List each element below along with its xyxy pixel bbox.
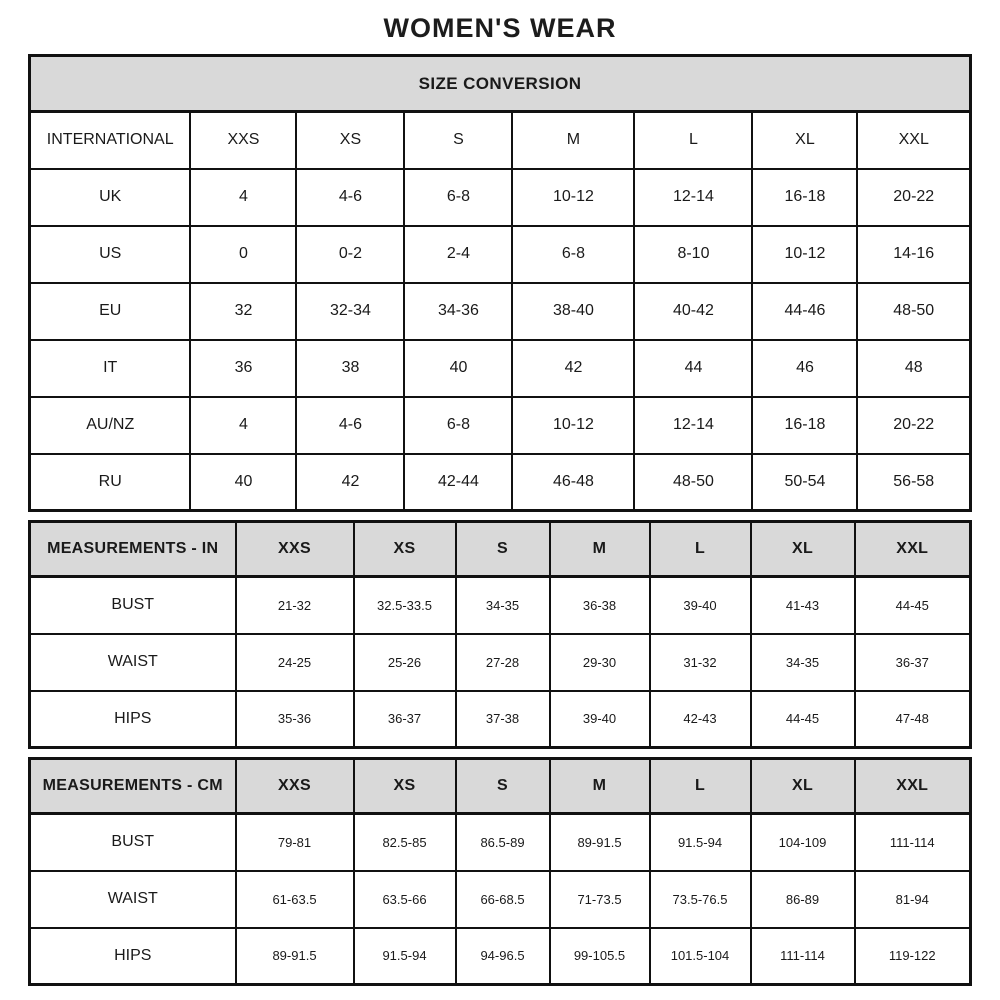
size-cell: L xyxy=(634,112,752,169)
measurement-cell: 71-73.5 xyxy=(550,871,650,928)
measurement-cell: 44-45 xyxy=(855,577,971,634)
table-row xyxy=(29,340,970,397)
size-cell: 10-12 xyxy=(752,226,857,283)
size-cell: 4-6 xyxy=(296,397,404,454)
size-cell: 50-54 xyxy=(752,454,857,511)
size-cell: 12-14 xyxy=(634,169,752,226)
size-cell: 6-8 xyxy=(404,397,512,454)
measurement-cell: 101.5-104 xyxy=(650,928,751,985)
size-cell: XS xyxy=(296,112,404,169)
size-conversion-title: SIZE CONVERSION xyxy=(29,56,970,112)
measurement-cell: 94-96.5 xyxy=(456,928,550,985)
row-label-hips: HIPS xyxy=(30,691,236,748)
page-title: WOMEN'S WEAR xyxy=(383,13,617,43)
measurement-cell: 41-43 xyxy=(751,577,855,634)
size-cell: S xyxy=(404,112,512,169)
measurement-cell: 31-32 xyxy=(650,634,751,691)
size-cell: XXS xyxy=(190,112,296,169)
measurement-cell: 47-48 xyxy=(855,691,971,748)
measurement-cell: 86.5-89 xyxy=(456,814,550,871)
col-header-xxl: XXL xyxy=(855,759,971,814)
size-cell: 46-48 xyxy=(512,454,634,511)
table-row xyxy=(30,871,971,928)
col-header-m: M xyxy=(550,759,650,814)
row-label-it: IT xyxy=(29,340,190,397)
measurement-cell: 34-35 xyxy=(456,577,550,634)
size-cell: 42 xyxy=(512,340,634,397)
table-row xyxy=(30,928,971,985)
row-label-bust: BUST xyxy=(30,814,236,871)
col-header-s: S xyxy=(456,759,550,814)
row-label-aunz: AU/NZ xyxy=(29,397,190,454)
size-cell: M xyxy=(512,112,634,169)
measurements-cm-title: MEASUREMENTS - CM xyxy=(30,759,236,814)
size-cell: 12-14 xyxy=(634,397,752,454)
measurement-cell: 36-37 xyxy=(354,691,456,748)
measurement-cell: 39-40 xyxy=(550,691,650,748)
row-label-bust: BUST xyxy=(30,577,236,634)
size-cell: 8-10 xyxy=(634,226,752,283)
row-label-eu: EU xyxy=(29,283,190,340)
measurement-cell: 29-30 xyxy=(550,634,650,691)
col-header-s: S xyxy=(456,522,550,577)
row-label-waist: WAIST xyxy=(30,634,236,691)
size-cell: XXL xyxy=(857,112,970,169)
measurement-cell: 34-35 xyxy=(751,634,855,691)
measurement-cell: 63.5-66 xyxy=(354,871,456,928)
size-cell: 40 xyxy=(404,340,512,397)
col-header-l: L xyxy=(650,759,751,814)
size-cell: 46 xyxy=(752,340,857,397)
size-cell: 4-6 xyxy=(296,169,404,226)
col-header-xs: XS xyxy=(354,522,456,577)
table-row xyxy=(30,814,971,871)
measurement-cell: 104-109 xyxy=(751,814,855,871)
size-cell: 14-16 xyxy=(857,226,970,283)
measurement-cell: 89-91.5 xyxy=(550,814,650,871)
table-row xyxy=(29,169,970,226)
table-row xyxy=(29,226,970,283)
row-label-hips: HIPS xyxy=(30,928,236,985)
size-conversion-table xyxy=(28,54,972,512)
size-cell: 40 xyxy=(190,454,296,511)
col-header-xl: XL xyxy=(751,759,855,814)
size-cell: 36 xyxy=(190,340,296,397)
size-cell: 44 xyxy=(634,340,752,397)
size-cell: 6-8 xyxy=(404,169,512,226)
size-cell: 34-36 xyxy=(404,283,512,340)
size-cell: XL xyxy=(752,112,857,169)
row-label-waist: WAIST xyxy=(30,871,236,928)
col-header-xxl: XXL xyxy=(855,522,971,577)
table-row xyxy=(29,283,970,340)
measurement-cell: 39-40 xyxy=(650,577,751,634)
measurement-cell: 27-28 xyxy=(456,634,550,691)
measurement-cell: 36-37 xyxy=(855,634,971,691)
measurement-cell: 73.5-76.5 xyxy=(650,871,751,928)
col-header-l: L xyxy=(650,522,751,577)
size-cell: 38-40 xyxy=(512,283,634,340)
measurement-cell: 21-32 xyxy=(236,577,354,634)
row-label-us: US xyxy=(29,226,190,283)
measurement-cell: 37-38 xyxy=(456,691,550,748)
size-cell: 16-18 xyxy=(752,169,857,226)
measurements-in-title: MEASUREMENTS - IN xyxy=(30,522,236,577)
size-cell: 56-58 xyxy=(857,454,970,511)
col-header-xxs: XXS xyxy=(236,522,354,577)
table-row xyxy=(30,577,971,634)
table-row xyxy=(29,454,970,511)
measurements-cm-header-row xyxy=(30,759,971,814)
measurement-cell: 24-25 xyxy=(236,634,354,691)
row-label-uk: UK xyxy=(29,169,190,226)
col-header-xxs: XXS xyxy=(236,759,354,814)
table-row xyxy=(30,691,971,748)
row-label-international: INTERNATIONAL xyxy=(29,112,190,169)
row-label-ru: RU xyxy=(29,454,190,511)
measurement-cell: 91.5-94 xyxy=(354,928,456,985)
size-cell: 48-50 xyxy=(857,283,970,340)
size-cell: 16-18 xyxy=(752,397,857,454)
size-cell: 0 xyxy=(190,226,296,283)
size-cell: 42-44 xyxy=(404,454,512,511)
size-cell: 20-22 xyxy=(857,397,970,454)
size-cell: 32-34 xyxy=(296,283,404,340)
size-cell: 32 xyxy=(190,283,296,340)
measurements-in-header-row xyxy=(30,522,971,577)
measurement-cell: 82.5-85 xyxy=(354,814,456,871)
size-cell: 38 xyxy=(296,340,404,397)
col-header-xs: XS xyxy=(354,759,456,814)
measurement-cell: 36-38 xyxy=(550,577,650,634)
size-cell: 40-42 xyxy=(634,283,752,340)
table-row xyxy=(29,397,970,454)
measurement-cell: 61-63.5 xyxy=(236,871,354,928)
size-cell: 20-22 xyxy=(857,169,970,226)
size-cell: 6-8 xyxy=(512,226,634,283)
size-conversion-header-row xyxy=(29,56,970,112)
measurement-cell: 35-36 xyxy=(236,691,354,748)
measurements-cm-table xyxy=(28,757,972,986)
size-cell: 44-46 xyxy=(752,283,857,340)
measurement-cell: 25-26 xyxy=(354,634,456,691)
measurement-cell: 86-89 xyxy=(751,871,855,928)
measurement-cell: 111-114 xyxy=(855,814,971,871)
measurement-cell: 42-43 xyxy=(650,691,751,748)
measurement-cell: 32.5-33.5 xyxy=(354,577,456,634)
measurement-cell: 99-105.5 xyxy=(550,928,650,985)
measurements-in-table xyxy=(28,520,972,749)
size-cell: 4 xyxy=(190,169,296,226)
measurement-cell: 91.5-94 xyxy=(650,814,751,871)
table-row xyxy=(30,634,971,691)
table-row xyxy=(29,112,970,169)
size-cell: 0-2 xyxy=(296,226,404,283)
size-cell: 48-50 xyxy=(634,454,752,511)
measurement-cell: 44-45 xyxy=(751,691,855,748)
size-cell: 48 xyxy=(857,340,970,397)
measurement-cell: 81-94 xyxy=(855,871,971,928)
measurement-cell: 79-81 xyxy=(236,814,354,871)
measurement-cell: 111-114 xyxy=(751,928,855,985)
col-header-xl: XL xyxy=(751,522,855,577)
measurement-cell: 66-68.5 xyxy=(456,871,550,928)
col-header-m: M xyxy=(550,522,650,577)
measurement-cell: 119-122 xyxy=(855,928,971,985)
size-cell: 4 xyxy=(190,397,296,454)
measurement-cell: 89-91.5 xyxy=(236,928,354,985)
size-cell: 10-12 xyxy=(512,397,634,454)
size-cell: 10-12 xyxy=(512,169,634,226)
size-cell: 42 xyxy=(296,454,404,511)
size-cell: 2-4 xyxy=(404,226,512,283)
